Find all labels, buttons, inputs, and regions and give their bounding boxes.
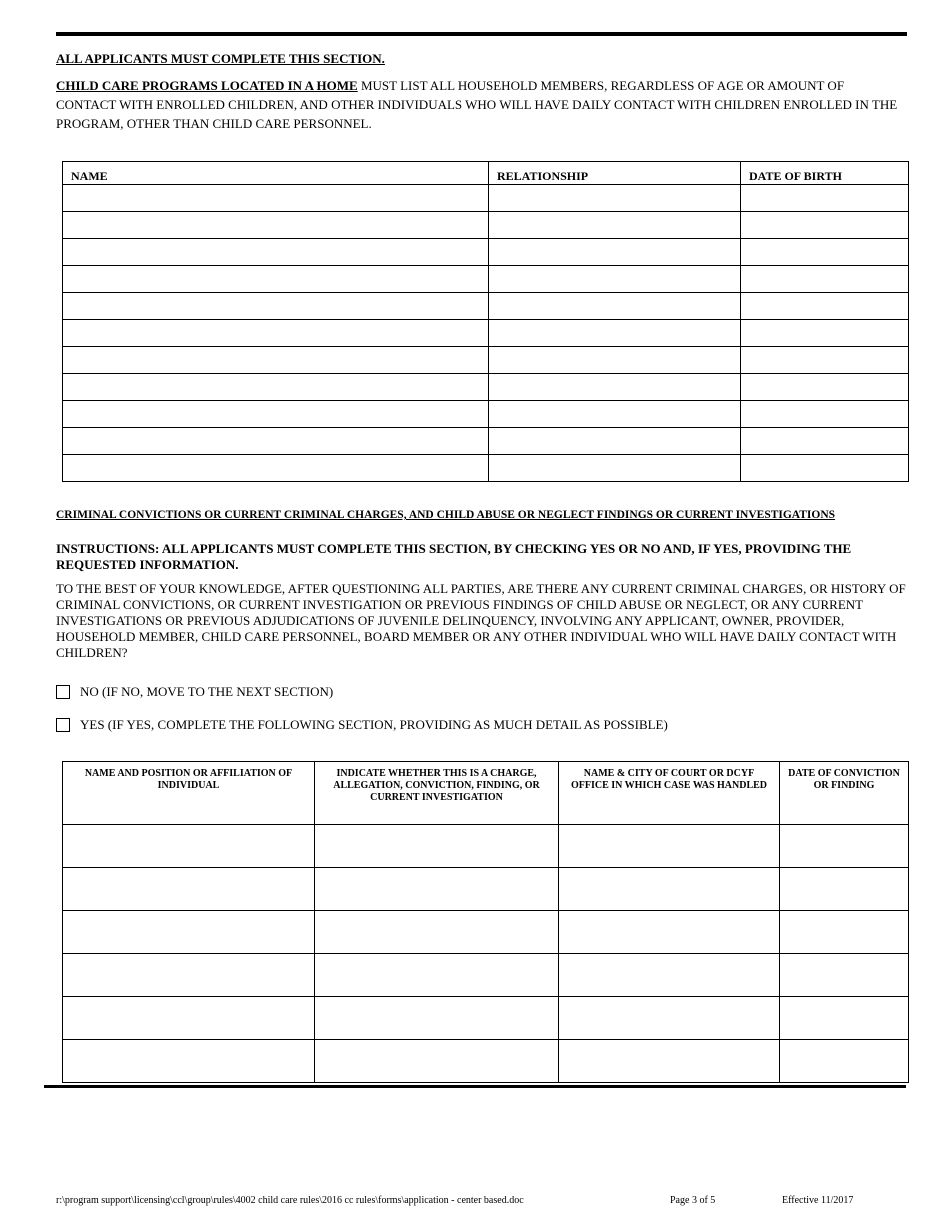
table-row [63, 266, 909, 293]
name-position-cell[interactable] [63, 825, 315, 868]
name-cell[interactable] [63, 185, 489, 212]
date-of-conviction-cell[interactable] [780, 911, 909, 954]
no-checkbox[interactable] [56, 685, 70, 699]
name-cell[interactable] [63, 212, 489, 239]
date-of-birth-cell[interactable] [741, 347, 909, 374]
table-row [63, 428, 909, 455]
header-court-office: NAME & CITY OF COURT OR DCYF OFFICE IN WHICH CASE WAS HANDLED [559, 762, 780, 825]
table-row [63, 455, 909, 482]
date-of-conviction-cell[interactable] [780, 825, 909, 868]
table-row [63, 185, 909, 212]
relationship-cell[interactable] [489, 185, 741, 212]
question-text: TO THE BEST OF YOUR KNOWLEDGE, AFTER QUESTIONING ALL PARTIES, ARE THERE ANY CURRENT CRIMINAL CHARGES, OR HISTORY OF CRIMINAL CONVICTIONS, OR CURRENT INVESTIGATION OR PREVIOUS FINDINGS OF CHILD ABUSE OR NEGLECT, OR ANY CURRENT INVESTIGATIONS OR PREVIOUS ADJUDICATIONS OF JUVENILE DELINQUENCY, INVOLVING ANY APPLICANT, OWNER, PROVIDER, HOUSEHOLD MEMBER, CHILD CARE PERSONNEL, BOARD MEMBER OR ANY OTHER INDIVIDUAL WHO WILL HAVE DAILY CONTACT WITH CHILDREN? [56, 581, 906, 660]
name-cell[interactable] [63, 401, 489, 428]
charge-type-cell[interactable] [315, 1040, 559, 1083]
bottom-rule [44, 1085, 906, 1088]
header-name-position: NAME AND POSITION OR AFFILIATION OF INDIVIDUAL [63, 762, 315, 825]
name-cell[interactable] [63, 374, 489, 401]
name-cell[interactable] [63, 320, 489, 347]
court-office-cell[interactable] [559, 1040, 780, 1083]
relationship-cell[interactable] [489, 320, 741, 347]
date-of-birth-cell[interactable] [741, 293, 909, 320]
name-cell[interactable] [63, 239, 489, 266]
footer-file-path: r:\program support\licensing\ccl\group\rules\4002 child care rules\2016 cc rules\forms\application - center based.doc [56, 1195, 524, 1206]
charge-type-cell[interactable] [315, 911, 559, 954]
table-row [63, 347, 909, 374]
footer-effective-date: Effective 11/2017 [782, 1195, 854, 1206]
table-row [63, 911, 909, 954]
name-cell[interactable] [63, 428, 489, 455]
table-row [63, 1040, 909, 1083]
header-date-of-birth: DATE OF BIRTH [741, 162, 909, 185]
table-row [63, 401, 909, 428]
court-office-cell[interactable] [559, 825, 780, 868]
option-yes[interactable] [56, 717, 668, 733]
date-of-birth-cell[interactable] [741, 401, 909, 428]
table-row [63, 868, 909, 911]
table-row [63, 320, 909, 347]
court-office-cell[interactable] [559, 911, 780, 954]
name-cell[interactable] [63, 266, 489, 293]
name-position-cell[interactable] [63, 868, 315, 911]
table-row [63, 212, 909, 239]
header-charge-type: INDICATE WHETHER THIS IS A CHARGE, ALLEGATION, CONVICTION, FINDING, OR CURRENT INVESTIGATION [315, 762, 559, 825]
table-row [63, 374, 909, 401]
intro-paragraph [56, 76, 906, 133]
section-heading: ALL APPLICANTS MUST COMPLETE THIS SECTION. [56, 51, 385, 66]
name-position-cell[interactable] [63, 997, 315, 1040]
date-of-birth-cell[interactable] [741, 212, 909, 239]
name-position-cell[interactable] [63, 1040, 315, 1083]
date-of-birth-cell[interactable] [741, 320, 909, 347]
table-row [63, 293, 909, 320]
relationship-cell[interactable] [489, 401, 741, 428]
intro-lead: CHILD CARE PROGRAMS LOCATED IN A HOME [56, 78, 358, 93]
footer-page-number: Page 3 of 5 [670, 1195, 716, 1206]
yes-checkbox[interactable] [56, 718, 70, 732]
name-cell[interactable] [63, 293, 489, 320]
charge-type-cell[interactable] [315, 997, 559, 1040]
header-date-of-conviction: DATE OF CONVICTION OR FINDING [780, 762, 909, 825]
relationship-cell[interactable] [489, 347, 741, 374]
relationship-cell[interactable] [489, 374, 741, 401]
relationship-cell[interactable] [489, 212, 741, 239]
date-of-birth-cell[interactable] [741, 239, 909, 266]
relationship-cell[interactable] [489, 455, 741, 482]
date-of-birth-cell[interactable] [741, 374, 909, 401]
court-office-cell[interactable] [559, 868, 780, 911]
charge-type-cell[interactable] [315, 825, 559, 868]
charge-type-cell[interactable] [315, 868, 559, 911]
header-name: NAME [63, 162, 489, 185]
name-position-cell[interactable] [63, 911, 315, 954]
relationship-cell[interactable] [489, 239, 741, 266]
option-no[interactable] [56, 684, 333, 700]
date-of-birth-cell[interactable] [741, 266, 909, 293]
date-of-conviction-cell[interactable] [780, 997, 909, 1040]
criminal-heading: CRIMINAL CONVICTIONS OR CURRENT CRIMINAL CHARGES, AND CHILD ABUSE OR NEGLECT FINDINGS OR CURRENT INVESTIGATIONS [56, 509, 836, 521]
household-members-table [62, 161, 909, 482]
table-header-row [63, 762, 909, 825]
relationship-cell[interactable] [489, 293, 741, 320]
date-of-birth-cell[interactable] [741, 428, 909, 455]
date-of-conviction-cell[interactable] [780, 1040, 909, 1083]
table-header-row [63, 162, 909, 185]
date-of-conviction-cell[interactable] [780, 954, 909, 997]
charge-type-cell[interactable] [315, 954, 559, 997]
name-position-cell[interactable] [63, 954, 315, 997]
date-of-conviction-cell[interactable] [780, 868, 909, 911]
instructions: INSTRUCTIONS: ALL APPLICANTS MUST COMPLETE THIS SECTION, BY CHECKING YES OR NO AND, IF YES, PROVIDING THE REQUESTED INFORMATION. [56, 541, 852, 572]
date-of-birth-cell[interactable] [741, 185, 909, 212]
date-of-birth-cell[interactable] [741, 455, 909, 482]
relationship-cell[interactable] [489, 428, 741, 455]
intro-text: MUST LIST ALL HOUSEHOLD MEMBERS, REGARDLESS OF AGE OR AMOUNT OF CONTACT WITH ENROLLED CHILDREN, AND OTHER INDIVIDUALS WHO WILL HAVE DAILY CONTACT WITH CHILDREN ENROLLED IN THE PROGRAM, OTHER THAN CHILD CARE PERSONNEL. [56, 78, 898, 131]
table-row [63, 997, 909, 1040]
court-office-cell[interactable] [559, 997, 780, 1040]
court-office-cell[interactable] [559, 954, 780, 997]
criminal-history-table [62, 761, 909, 1083]
relationship-cell[interactable] [489, 266, 741, 293]
table-row [63, 825, 909, 868]
table-row [63, 239, 909, 266]
header-relationship: RELATIONSHIP [489, 162, 741, 185]
name-cell[interactable] [63, 347, 489, 374]
name-cell[interactable] [63, 455, 489, 482]
option-no-label: NO (IF NO, MOVE TO THE NEXT SECTION) [80, 684, 334, 699]
top-rule [56, 32, 907, 36]
table-row [63, 954, 909, 997]
option-yes-label: YES (IF YES, COMPLETE THE FOLLOWING SECTION, PROVIDING AS MUCH DETAIL AS POSSIBLE) [80, 717, 668, 732]
